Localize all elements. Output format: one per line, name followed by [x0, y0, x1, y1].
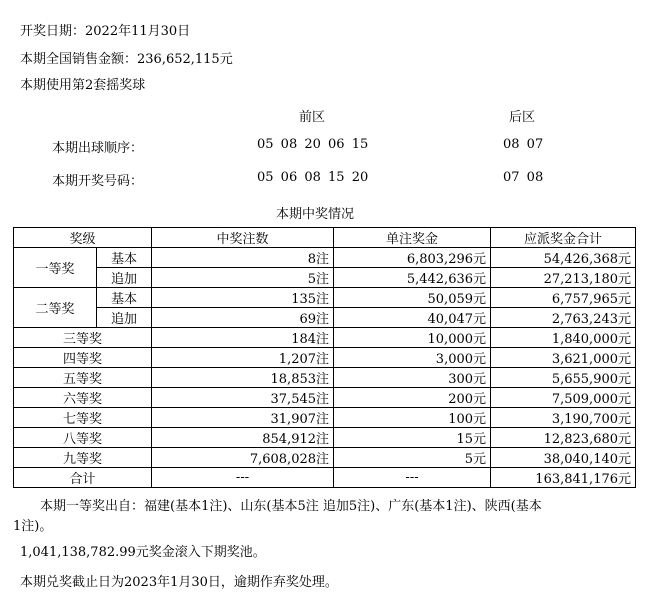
draw-order-label: 本期出球顺序： — [52, 141, 144, 156]
level-cell: 四等奖 — [14, 348, 152, 368]
level-cell: 三等奖 — [14, 328, 152, 348]
count-cell: 8注 — [152, 248, 334, 268]
winning-numbers-front: 05 06 08 15 20 — [257, 170, 369, 185]
draw-order-front: 05 08 20 06 15 — [257, 137, 369, 152]
total-cell: 5,655,900元 — [491, 368, 636, 388]
table-row — [14, 408, 636, 428]
table-row — [14, 328, 636, 348]
level-cell: 八等奖 — [14, 428, 152, 448]
table-row — [14, 288, 636, 308]
table-row — [14, 248, 636, 268]
table-row — [14, 428, 636, 448]
total-cell: 1,840,000元 — [491, 328, 636, 348]
amount-cell: 100元 — [334, 408, 491, 428]
count-cell: 69注 — [152, 308, 334, 328]
header-amount: 单注奖金 — [334, 228, 491, 248]
table-row — [14, 268, 636, 288]
table-row — [14, 388, 636, 408]
count-cell: 31,907注 — [152, 408, 334, 428]
header-level: 奖级 — [14, 228, 152, 248]
amount-cell: 3,000元 — [334, 348, 491, 368]
amount-cell: 5元 — [334, 448, 491, 468]
total-cell: 6,757,965元 — [491, 288, 636, 308]
rollover-note: 1,041,138,782.99元奖金滚入下期奖池。 — [20, 545, 266, 560]
count-cell: 184注 — [152, 328, 334, 348]
total-cell: 7,509,000元 — [491, 388, 636, 408]
header-total: 应派奖金合计 — [491, 228, 636, 248]
amount-cell: 300元 — [334, 368, 491, 388]
amount-cell: 40,047元 — [334, 308, 491, 328]
sub-extra: 追加 — [97, 308, 152, 328]
count-cell: 37,545注 — [152, 388, 334, 408]
level-cell: 七等奖 — [14, 408, 152, 428]
level-first: 一等奖 — [14, 248, 97, 288]
level-cell: 九等奖 — [14, 448, 152, 468]
draw-date: 开奖日期：2022年11月30日 — [20, 24, 191, 39]
table-row — [14, 368, 636, 388]
count-cell: 854,912注 — [152, 428, 334, 448]
count-cell: 7,608,028注 — [152, 448, 334, 468]
table-header-row — [14, 228, 636, 248]
header-count: 中奖注数 — [152, 228, 334, 248]
total-cell: 27,213,180元 — [491, 268, 636, 288]
amount-cell: 50,059元 — [334, 288, 491, 308]
total-count: --- — [152, 468, 334, 488]
amount-cell: 5,442,636元 — [334, 268, 491, 288]
front-zone-label: 前区 — [299, 110, 326, 125]
total-cell: 3,621,000元 — [491, 348, 636, 368]
sub-basic: 基本 — [97, 248, 152, 268]
level-cell: 五等奖 — [14, 368, 152, 388]
total-cell: 38,040,140元 — [491, 448, 636, 468]
table-title: 本期中奖情况 — [276, 207, 355, 222]
winning-numbers-label: 本期开奖号码： — [52, 174, 144, 189]
first-prize-origin-cont: 1注)。 — [13, 519, 53, 534]
deadline-note: 本期兑奖截止日为2023年1月30日，逾期作弃奖处理。 — [20, 575, 338, 590]
count-cell: 1,207注 — [152, 348, 334, 368]
sub-extra: 追加 — [97, 268, 152, 288]
first-prize-origin: 本期一等奖出自：福建(基本1注)、山东(基本5注 追加5注)、广东(基本1注)、陕西(基本 — [40, 499, 542, 514]
sub-basic: 基本 — [97, 288, 152, 308]
level-cell: 六等奖 — [14, 388, 152, 408]
total-cell: 3,190,700元 — [491, 408, 636, 428]
winning-numbers-back: 07 08 — [503, 170, 544, 185]
back-zone-label: 后区 — [509, 110, 536, 125]
amount-cell: 10,000元 — [334, 328, 491, 348]
prize-table — [13, 227, 636, 488]
total-cell: 12,823,680元 — [491, 428, 636, 448]
table-row — [14, 448, 636, 468]
total-cell: 2,763,243元 — [491, 308, 636, 328]
draw-order-back: 08 07 — [503, 137, 544, 152]
sales-amount: 本期全国销售金额：236,652,115元 — [20, 52, 233, 67]
count-cell: 5注 — [152, 268, 334, 288]
amount-cell: 200元 — [334, 388, 491, 408]
ball-set: 本期使用第2套摇奖球 — [20, 78, 146, 93]
count-cell: 135注 — [152, 288, 334, 308]
total-cell: 54,426,368元 — [491, 248, 636, 268]
amount-cell: 6,803,296元 — [334, 248, 491, 268]
grand-total: 163,841,176元 — [491, 468, 636, 488]
level-second: 二等奖 — [14, 288, 97, 328]
table-row — [14, 348, 636, 368]
total-amount: --- — [334, 468, 491, 488]
amount-cell: 15元 — [334, 428, 491, 448]
total-row — [14, 468, 636, 488]
total-label: 合计 — [14, 468, 152, 488]
count-cell: 18,853注 — [152, 368, 334, 388]
table-row — [14, 308, 636, 328]
